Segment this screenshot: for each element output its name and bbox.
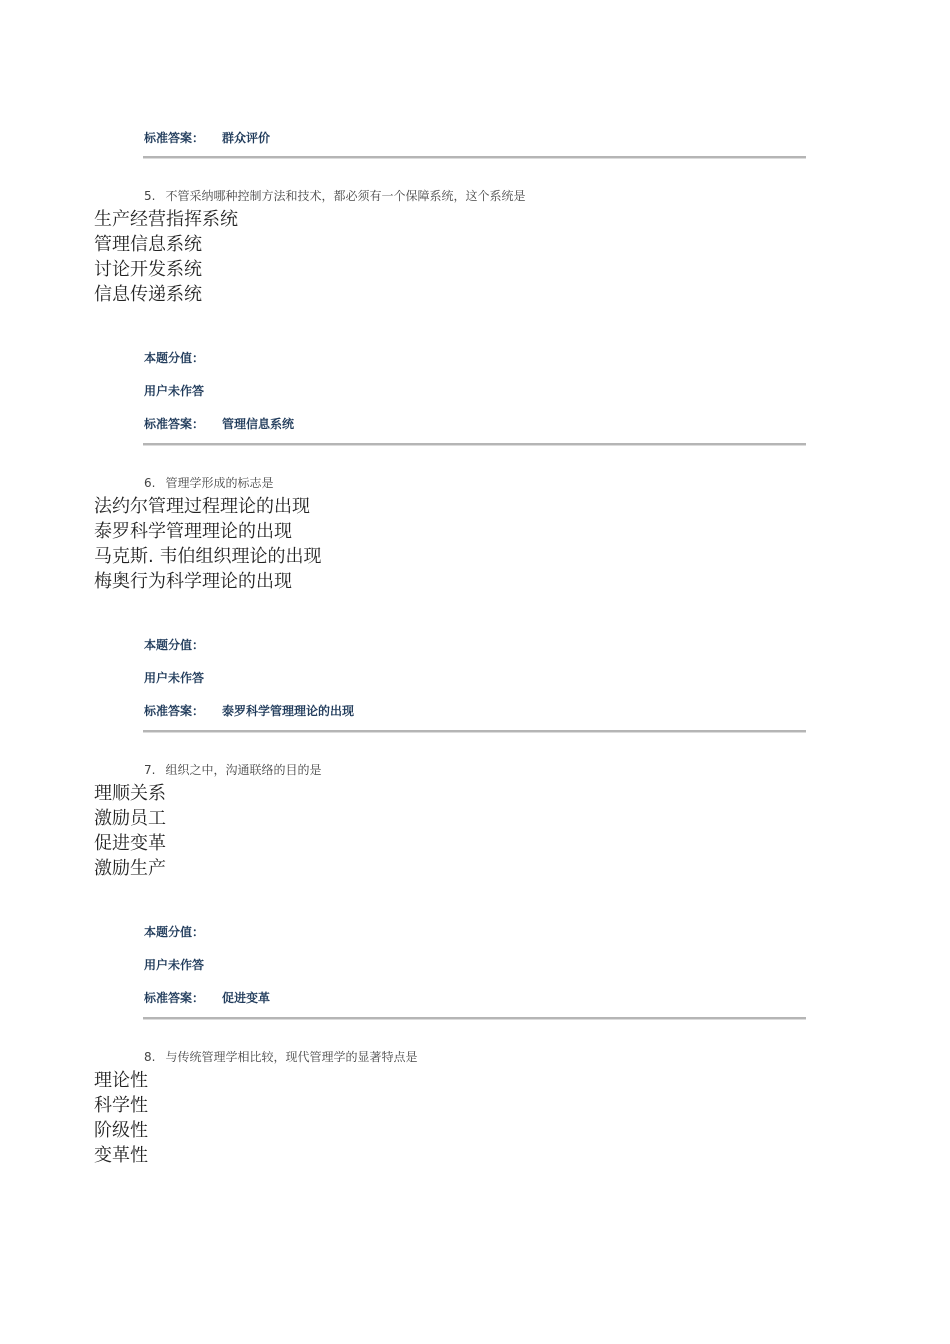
option-item[interactable]: 法约尔管理过程理论的出现 [94, 496, 310, 517]
option-item[interactable]: 阶级性 [94, 1120, 148, 1141]
unanswered-label: 用户未作答 [144, 958, 205, 972]
question-number: 8. [144, 1050, 156, 1064]
option-item[interactable]: 讨论开发系统 [94, 259, 202, 280]
option-item[interactable]: 生产经营指挥系统 [94, 209, 238, 230]
question-6 [144, 474, 273, 491]
option-item[interactable]: 理顺关系 [94, 783, 166, 804]
question-text: 组织之中，沟通联络的目的是 [165, 763, 322, 777]
question-text: 管理学形成的标志是 [165, 476, 274, 490]
options-list-7 [94, 781, 166, 881]
standard-answer-label: 标准答案： [144, 131, 205, 145]
option-item[interactable]: 变革性 [94, 1145, 148, 1166]
option-item[interactable]: 马克斯. 韦伯组织理论的出现 [94, 546, 322, 567]
option-item[interactable]: 理论性 [94, 1070, 148, 1091]
option-item[interactable]: 管理信息系统 [94, 234, 202, 255]
score-label: 本题分值： [144, 638, 205, 652]
standard-answer-prev [144, 129, 270, 146]
option-item[interactable]: 泰罗科学管理理论的出现 [94, 521, 292, 542]
divider [143, 1017, 806, 1020]
question-number: 7. [144, 763, 156, 777]
standard-answer-label: 标准答案： [144, 417, 205, 431]
standard-answer-label: 标准答案： [144, 991, 205, 1005]
question-5 [144, 187, 525, 204]
score-label: 本题分值： [144, 351, 205, 365]
standard-answer-label: 标准答案： [144, 704, 205, 718]
unanswered-label: 用户未作答 [144, 671, 205, 685]
question-text: 不管采纳哪种控制方法和技术，都必须有一个保障系统，这个系统是 [165, 189, 526, 203]
divider [143, 443, 806, 446]
question-8 [144, 1048, 417, 1065]
standard-answer-5 [144, 415, 294, 432]
options-list-5 [94, 207, 238, 307]
score-label: 本题分值： [144, 925, 205, 939]
option-item[interactable]: 科学性 [94, 1095, 148, 1116]
standard-answer-value: 管理信息系统 [222, 417, 295, 431]
standard-answer-value: 泰罗科学管理理论的出现 [222, 704, 355, 718]
question-text: 与传统管理学相比较，现代管理学的显著特点是 [165, 1050, 418, 1064]
divider [143, 730, 806, 733]
unanswered-label: 用户未作答 [144, 384, 205, 398]
standard-answer-value: 群众评价 [222, 131, 271, 145]
option-item[interactable]: 激励生产 [94, 858, 166, 879]
standard-answer-7 [144, 989, 270, 1006]
options-list-8 [94, 1068, 148, 1168]
question-7 [144, 761, 321, 778]
option-item[interactable]: 梅奥行为科学理论的出现 [94, 571, 292, 592]
question-number: 6. [144, 476, 156, 490]
standard-answer-6 [144, 702, 354, 719]
option-item[interactable]: 激励员工 [94, 808, 166, 829]
divider [143, 156, 806, 159]
standard-answer-value: 促进变革 [222, 991, 271, 1005]
question-number: 5. [144, 189, 156, 203]
option-item[interactable]: 促进变革 [94, 833, 166, 854]
options-list-6 [94, 494, 321, 594]
option-item[interactable]: 信息传递系统 [94, 284, 202, 305]
